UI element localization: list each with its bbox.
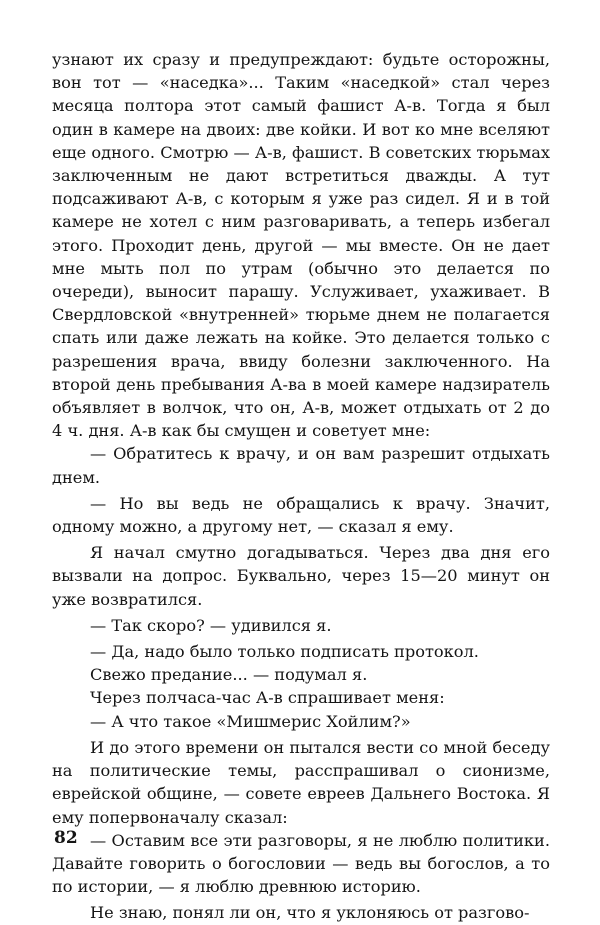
paragraph-5: — Так скоро? — удивился я. <box>90 615 332 635</box>
paragraph-6: — Да, надо было только подписать протокол. <box>90 642 479 662</box>
paragraph-4: Я начал смутно догадываться. Через два дня его вызвали на допрос. Буквально, через 15—20 минут он уже возвратился. <box>52 543 550 609</box>
paragraph-8: Через полчаса-час А-в спрашивает меня: <box>90 688 445 708</box>
paragraph-1: узнают их сразу и предупреждают: будьте осторожны, вон тот — «наседка»... Таким «наседкой» стал через месяца полтора этот самый фашист А-в. Тогда я был один в камере на двоих: две койки. И вот ко мне вселяют еще одного. Смотрю — А-в, фашист. В советских тюрьмах заключенным не дают встретиться дважды. А тут подсаживают А-в, с которым я уже раз сидел. Я и в той камере не хотел с ним разговаривать, а теперь избегал этого. Проходит день, другой — мы вместе. Он не дает мне мыть пол по утрам (обычно это делается по очереди), выносит парашу. Услуживает, ухаживает. В Свердловской «внутренней» тюрьме днем не полагается спать или даже лежать на койке. Это делается только с разрешения врача, ввиду болезни заключенного. На второй день пребывания А-ва в моей камере надзиратель объявляет в волчок, что он, А-в, может отдыхать от 2 до 4 ч. дня. А-в как бы смущен и советует мне: <box>52 50 550 441</box>
paragraph-7: Свежо предание... — подумал я. <box>90 665 368 685</box>
paragraph-2: — Обратитесь к врачу, и он вам разрешит отдыхать днем. <box>52 444 550 487</box>
paragraph-10: И до этого времени он пытался вести со мной беседу на политические темы, расспрашивал о сионизме, еврейской общине, — совете евреев Дальнего Востока. Я ему попервоначалу сказал: <box>52 737 550 827</box>
page-text <box>52 48 550 925</box>
paragraph-3: — Но вы ведь не обращались к врачу. Значит, одному можно, а другому нет, — сказал я ему. <box>52 493 550 537</box>
paragraph-9: — А что такое «Мишмерис Хойлим?» <box>90 711 411 731</box>
paragraph-11: — Оставим все эти разговоры, я не люблю политики. Давайте говорить о богословии — ведь вы богослов, а то по истории, — я люблю древнюю историю. <box>52 830 550 897</box>
paragraph-12: Не знаю, понял ли он, что я уклоняюсь от разгово- <box>90 903 530 923</box>
page-number: 82 <box>54 828 78 848</box>
